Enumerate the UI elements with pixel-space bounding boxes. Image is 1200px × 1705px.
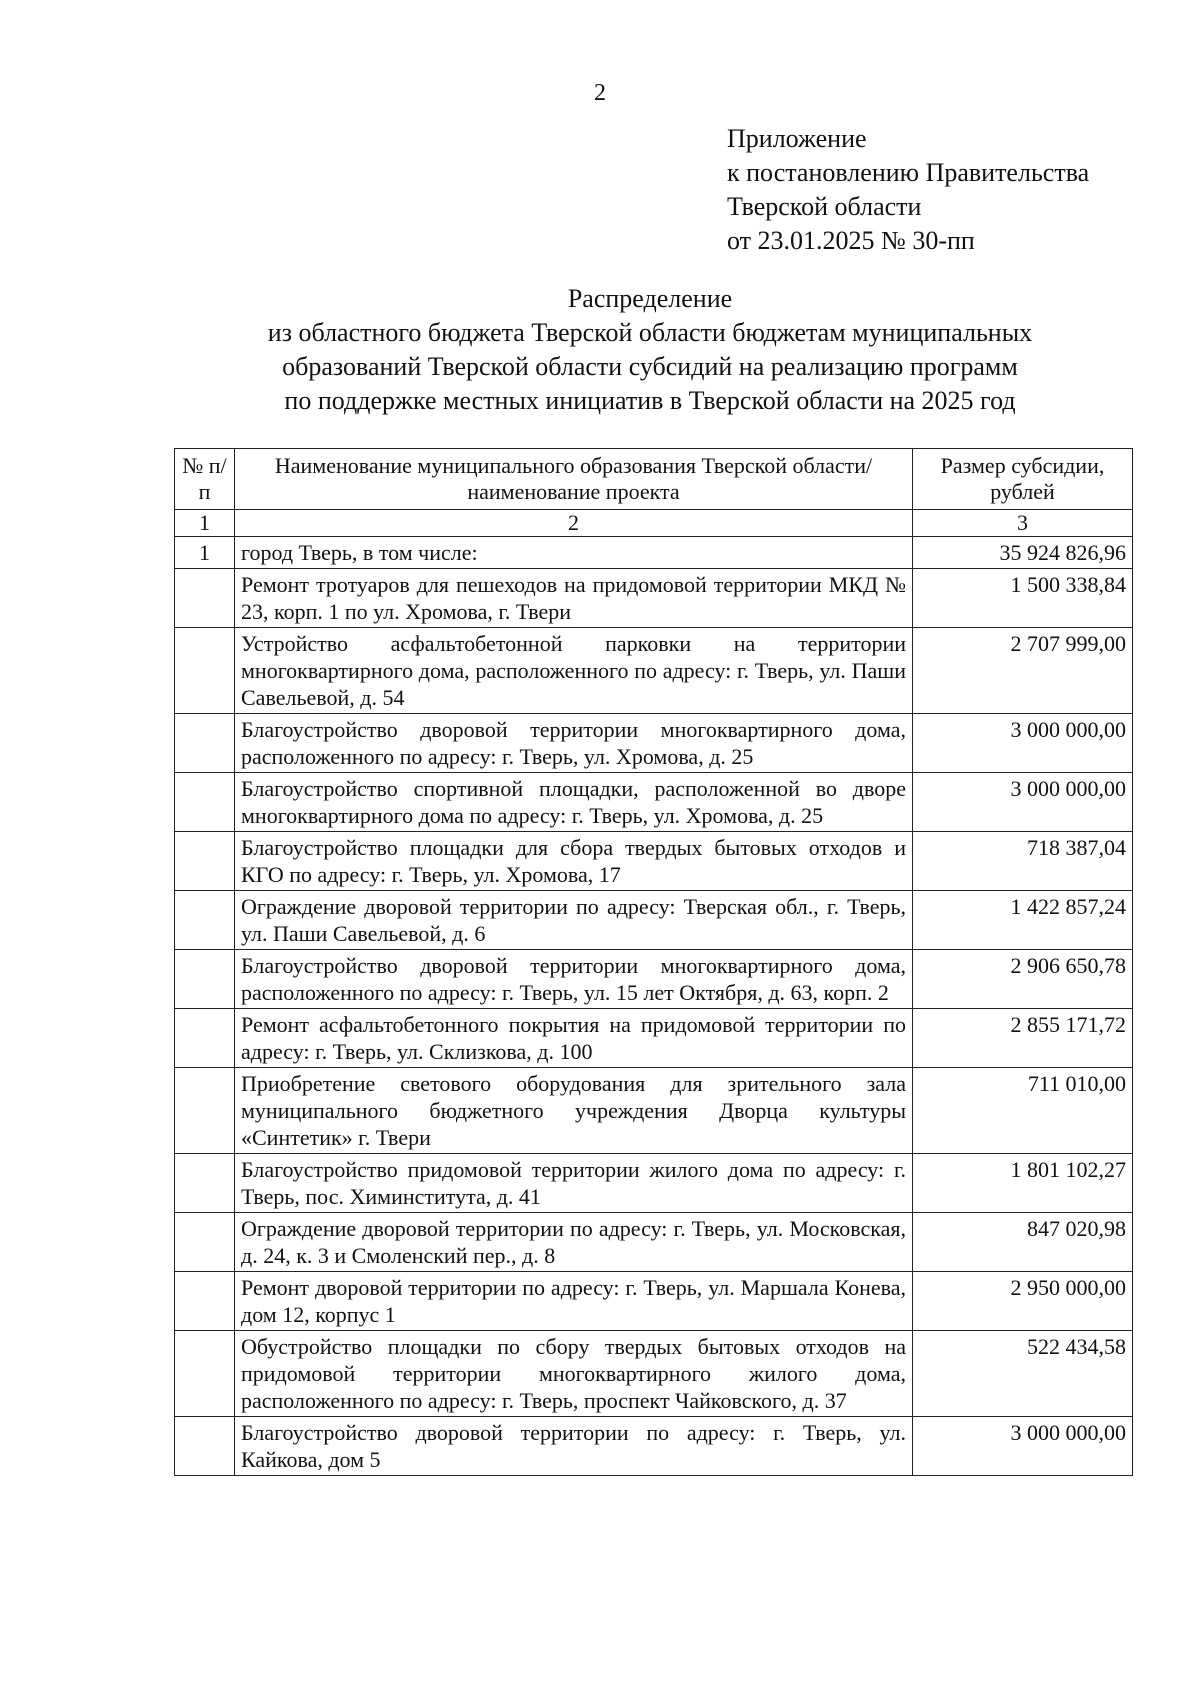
table-row (175, 1009, 1133, 1068)
column-number: 2 (235, 510, 913, 537)
row-amount: 2 950 000,00 (913, 1272, 1133, 1331)
row-num (175, 1154, 235, 1213)
header-name: Наименование муниципального образования Тверской области/наименование проекта (235, 449, 913, 510)
row-amount: 3 000 000,00 (913, 773, 1133, 832)
header-num: № п/п (175, 449, 235, 510)
row-name: Ограждение дворовой территории по адресу: г. Тверь, ул. Московская, д. 24, к. 3 и Смоленский пер., д. 8 (235, 1213, 913, 1272)
row-amount: 2 855 171,72 (913, 1009, 1133, 1068)
row-num: 1 (175, 537, 235, 569)
row-num (175, 773, 235, 832)
row-name: Благоустройство дворовой территории многоквартирного дома, расположенного по адресу: г. Тверь, ул. 15 лет Октября, д. 63, корп. 2 (235, 950, 913, 1009)
table-row (175, 1272, 1133, 1331)
row-amount: 718 387,04 (913, 832, 1133, 891)
row-name: Ремонт дворовой территории по адресу: г. Тверь, ул. Маршала Конева, дом 12, корпус 1 (235, 1272, 913, 1331)
row-name: Обустройство площадки по сбору твердых бытовых отходов на придомовой территории многоквартирного жилого дома, расположенного по адресу: г. Тверь, проспект Чайковского, д. 37 (235, 1331, 913, 1417)
row-num (175, 1213, 235, 1272)
table-row (175, 1331, 1133, 1417)
row-name: Благоустройство площадки для сбора твердых бытовых отходов и КГО по адресу: г. Тверь, ул. Хромова, 17 (235, 832, 913, 891)
row-amount: 1 500 338,84 (913, 569, 1133, 628)
column-number: 3 (913, 510, 1133, 537)
table-row (175, 832, 1133, 891)
table-row (175, 1213, 1133, 1272)
row-name: город Тверь, в том числе: (235, 537, 913, 569)
table-row (175, 950, 1133, 1009)
row-num (175, 1272, 235, 1331)
row-name: Благоустройство дворовой территории многоквартирного дома, расположенного по адресу: г. Тверь, ул. Хромова, д. 25 (235, 714, 913, 773)
table-row (175, 537, 1133, 569)
row-amount: 847 020,98 (913, 1213, 1133, 1272)
row-amount: 35 924 826,96 (913, 537, 1133, 569)
row-num (175, 1068, 235, 1154)
row-num (175, 714, 235, 773)
table-row (175, 1154, 1133, 1213)
row-amount: 711 010,00 (913, 1068, 1133, 1154)
row-num (175, 569, 235, 628)
column-number-row (175, 510, 1133, 537)
row-amount: 1 801 102,27 (913, 1154, 1133, 1213)
row-amount: 2 906 650,78 (913, 950, 1133, 1009)
table-row (175, 1068, 1133, 1154)
row-num (175, 832, 235, 891)
row-name: Благоустройство дворовой территории по адресу: г. Тверь, ул. Кайкова, дом 5 (235, 1417, 913, 1476)
title-line: Распределение (567, 284, 733, 313)
table-row (175, 773, 1133, 832)
column-number: 1 (175, 510, 235, 537)
row-amount: 1 422 857,24 (913, 891, 1133, 950)
row-name: Приобретение светового оборудования для зрительного зала муниципального бюджетного учреждения Дворца культуры «Синтетик» г. Твери (235, 1068, 913, 1154)
page-number: 2 (594, 80, 606, 106)
appendix-line: Приложение (727, 124, 867, 153)
row-name: Благоустройство придомовой территории жилого дома по адресу: г. Тверь, пос. Химинститута, д. 41 (235, 1154, 913, 1213)
row-amount: 3 000 000,00 (913, 1417, 1133, 1476)
row-num (175, 1417, 235, 1476)
appendix-line: Тверской области (727, 192, 922, 221)
appendix-line: к постановлению Правительства (727, 158, 1090, 187)
table-row (175, 569, 1133, 628)
row-num (175, 1331, 235, 1417)
row-name: Ограждение дворовой территории по адресу: Тверская обл., г. Тверь, ул. Паши Савельевой, д. 6 (235, 891, 913, 950)
document-title (150, 282, 1150, 418)
row-name: Устройство асфальтобетонной парковки на территории многоквартирного дома, расположенного по адресу: г. Тверь, ул. Паши Савельевой, д. 54 (235, 628, 913, 714)
table-row (175, 891, 1133, 950)
row-amount: 522 434,58 (913, 1331, 1133, 1417)
row-name: Благоустройство спортивной площадки, расположенной во дворе многоквартирного дома по адресу: г. Тверь, ул. Хромова, д. 25 (235, 773, 913, 832)
subsidy-table (174, 448, 1133, 1476)
row-amount: 3 000 000,00 (913, 714, 1133, 773)
title-line: образований Тверской области субсидий на реализацию программ (282, 352, 1018, 381)
table-header-row (175, 449, 1133, 510)
appendix-line: от 23.01.2025 № 30-пп (727, 226, 975, 255)
title-line: по поддержке местных инициатив в Тверской области на 2025 год (284, 386, 1016, 415)
row-num (175, 950, 235, 1009)
header-amount: Размер субсидии, рублей (913, 449, 1133, 510)
row-num (175, 891, 235, 950)
appendix-block (727, 122, 1089, 258)
row-num (175, 1009, 235, 1068)
table-row (175, 1417, 1133, 1476)
row-num (175, 628, 235, 714)
row-amount: 2 707 999,00 (913, 628, 1133, 714)
table-row (175, 628, 1133, 714)
table-row (175, 714, 1133, 773)
row-name: Ремонт асфальтобетонного покрытия на придомовой территории по адресу: г. Тверь, ул. Склизкова, д. 100 (235, 1009, 913, 1068)
title-line: из областного бюджета Тверской области бюджетам муниципальных (267, 318, 1033, 347)
row-name: Ремонт тротуаров для пешеходов на придомовой территории МКД № 23, корп. 1 по ул. Хромова, г. Твери (235, 569, 913, 628)
